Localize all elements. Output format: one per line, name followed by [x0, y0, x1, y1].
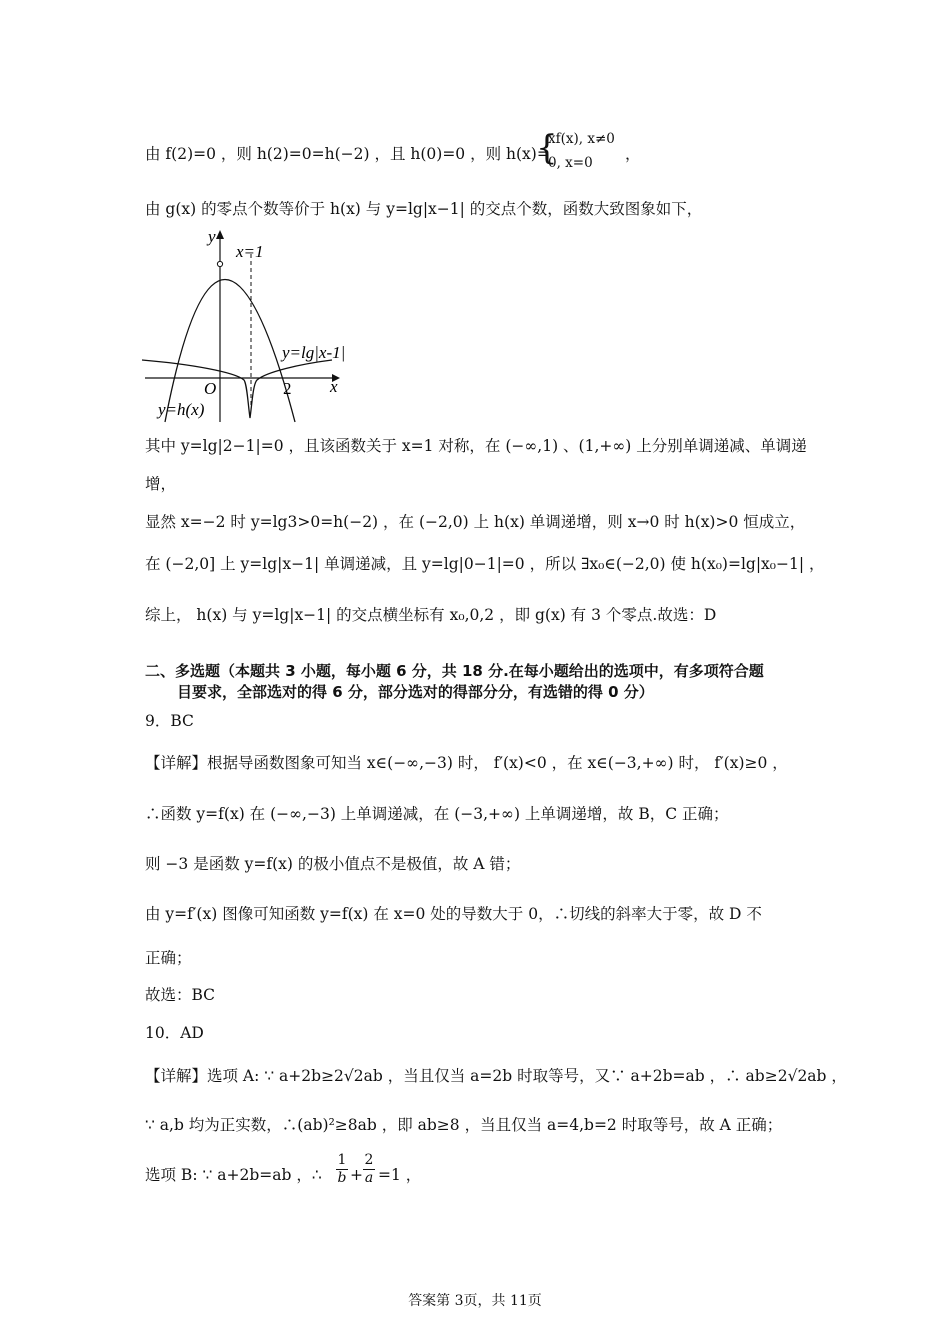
- question-10: 10．AD: [145, 1024, 204, 1042]
- detail-10-line-1: 【详解】选项 A: ∵ a+2b≥2√2ab ，当且仅当 a=2b 时取等号，又∵ a+2b=ab ，∴ ab≥2√2ab ，: [145, 1067, 847, 1085]
- plus-sign: +: [350, 1166, 363, 1184]
- origin-label: O: [204, 379, 217, 398]
- detail-line-4: 由 y=f′(x) 图像可知函数 y=f(x) 在 x=0 处的导数大于 0，∴切线的斜率大于零，故 D 不: [145, 905, 762, 923]
- text-line-1-end: ，: [625, 145, 641, 163]
- text-line-3: 其中 y=lg|2−1|=0 ，且该函数关于 x=1 对称，在 (−∞,1) 、(1,+∞) 上分别单调递减、单调递: [145, 437, 807, 455]
- piecewise-case-2: 0, x=0: [548, 155, 593, 171]
- detail-line-5: 正确；: [145, 949, 192, 967]
- fraction-1-over-b: [336, 1152, 348, 1187]
- equals-one: =1 ，: [378, 1166, 422, 1184]
- fraction-numerator: 2: [364, 1152, 374, 1168]
- x-axis-label: x: [330, 377, 338, 396]
- y-axis-label: y: [208, 227, 216, 246]
- detail-line-6: 故选：BC: [145, 986, 216, 1004]
- page-footer: 答案第 3页，共 11页: [408, 1293, 542, 1309]
- detail-line-3: 则 −3 是函数 y=f(x) 的极小值点不是极值，故 A 错；: [145, 855, 521, 873]
- text-line-2: 由 g(x) 的零点个数等价于 h(x) 与 y=lg|x−1| 的交点个数，函数大致图象如下，: [145, 200, 703, 218]
- text-line-7: 综上， h(x) 与 y=lg|x−1| 的交点横坐标有 x₀,0,2 ，即 g(x) 有 3 个零点.故选：D: [145, 606, 717, 624]
- fraction-numerator: 1: [337, 1152, 347, 1168]
- detail-10-line-3: 选项 B: ∵ a+2b=ab ，∴: [145, 1166, 322, 1184]
- y-axis-arrow: [216, 230, 224, 239]
- detail-line-1: 【详解】根据导函数图象可知当 x∈(−∞,−3) 时， f′(x)<0 ，在 x∈(−3,+∞) 时， f′(x)≥0 ，: [145, 754, 788, 772]
- curve-lg-label: y=lg|x-1|: [282, 343, 346, 362]
- piecewise-case-1: xf(x), x≠0: [548, 131, 615, 147]
- curve-h-label: y=h(x): [158, 400, 205, 419]
- fraction-2-over-a: [363, 1152, 375, 1187]
- section-heading-2: 目要求，全部选对的得 6 分，部分选对的得部分分，有选错的得 0 分）: [177, 683, 654, 701]
- open-point: [217, 261, 222, 266]
- tick-2-label: 2: [283, 379, 292, 398]
- line-x1-label: x=1: [236, 242, 264, 261]
- function-graph: [140, 222, 360, 427]
- fraction-denominator: a: [364, 1170, 374, 1186]
- section-heading: 二、多选题（本题共 3 小题，每小题 6 分，共 18 分.在每小题给出的选项中，有多项符合题: [145, 662, 764, 680]
- detail-line-2: ∴函数 y=f(x) 在 (−∞,−3) 上单调递减，在 (−3,+∞) 上单调递增，故 B，C 正确；: [145, 805, 729, 823]
- piecewise-brace: {: [536, 128, 558, 168]
- text-line-5: 显然 x=−2 时 y=lg3>0=h(−2) ，在 (−2,0) 上 h(x) 单调递增，则 x→0 时 h(x)>0 恒成立，: [145, 513, 806, 531]
- text-line-6: 在 (−2,0] 上 y=lg|x−1| 单调递减，且 y=lg|0−1|=0 ，所以 ∃x₀∈(−2,0) 使 h(x₀)=lg|x₀−1| ，: [145, 555, 825, 573]
- text-line-4: 增，: [145, 475, 177, 493]
- detail-10-line-2: ∵ a,b 均为正实数，∴(ab)²≥8ab ，即 ab≥8 ，当且仅当 a=4,b=2 时取等号，故 A 正确；: [145, 1116, 783, 1134]
- question-9: 9．BC: [145, 712, 194, 730]
- text-line-1: 由 f(2)=0 ，则 h(2)=0=h(−2) ，且 h(0)=0 ，则 h(x)=: [145, 145, 550, 163]
- fraction-denominator: b: [337, 1170, 347, 1186]
